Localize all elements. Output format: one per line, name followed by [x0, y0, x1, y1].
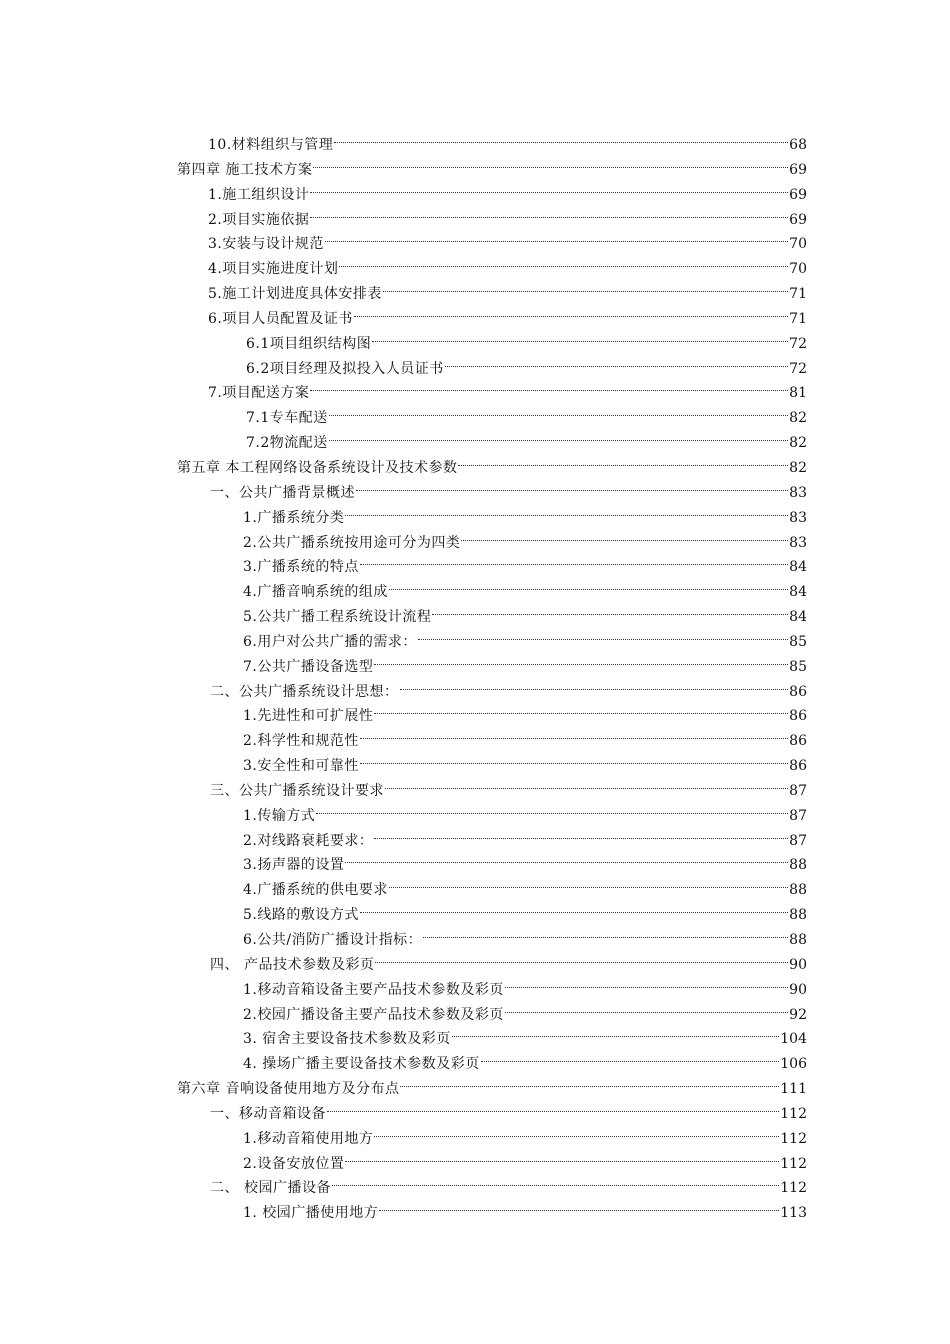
toc-entry-page-number: 112	[780, 1105, 807, 1122]
toc-entry-row	[243, 1193, 807, 1226]
toc-entry[interactable]	[0, 746, 950, 775]
dot-leader	[461, 523, 788, 547]
toc-entry[interactable]	[0, 1069, 950, 1098]
dot-leader	[505, 970, 788, 994]
toc-entry[interactable]	[0, 721, 950, 750]
toc-entry[interactable]	[0, 572, 950, 601]
toc-entry[interactable]	[0, 895, 950, 924]
toc-entry-title: 6.2项目经理及拟投入人员证书	[246, 360, 444, 377]
toc-entry-title: 6.项目人员配置及证书	[208, 310, 353, 327]
toc-entry[interactable]	[0, 523, 950, 551]
toc-entry[interactable]	[0, 870, 950, 899]
dot-leader	[505, 995, 788, 1019]
toc-entry-page-number: 83	[789, 509, 807, 526]
toc-entry[interactable]	[0, 771, 950, 799]
toc-entry[interactable]	[0, 945, 950, 973]
toc-entry-page-number: 113	[780, 1205, 807, 1222]
toc-entry[interactable]	[0, 1193, 950, 1222]
toc-entry[interactable]	[0, 324, 950, 352]
toc-entry-page-number: 69	[789, 186, 807, 203]
toc-entry-page-number: 88	[789, 857, 807, 874]
toc-entry[interactable]	[0, 150, 950, 178]
toc-entry-title: 3.安全性和可靠性	[243, 758, 359, 775]
toc-entry-title: 三、公共广播系统设计要求	[210, 782, 384, 799]
toc-entry-page-number: 71	[789, 286, 807, 303]
toc-entry-page-number: 112	[780, 1155, 807, 1172]
toc-entry-title: 一、公共广播背景概述	[210, 484, 355, 501]
toc-entry-page-number: 82	[789, 410, 807, 427]
dot-leader	[389, 572, 788, 596]
dot-leader	[316, 796, 788, 820]
toc-entry[interactable]	[0, 1044, 950, 1073]
toc-entry-page-number: 68	[789, 137, 807, 153]
toc-entry-page-number: 90	[789, 981, 807, 998]
toc-entry-title: 二、公共广播系统设计思想：	[210, 683, 399, 700]
toc-entry[interactable]	[0, 498, 950, 526]
toc-entry-page-number: 88	[789, 882, 807, 899]
dot-leader	[374, 1119, 779, 1143]
toc-entry-page-number: 84	[789, 559, 807, 576]
toc-entry-page-number: 92	[789, 1006, 807, 1023]
dot-leader	[400, 672, 789, 696]
dot-leader	[360, 746, 788, 770]
toc-entry-page-number: 72	[789, 335, 807, 352]
toc-entry-page-number: 112	[780, 1130, 807, 1147]
toc-entry-page-number: 83	[789, 534, 807, 551]
toc-entry-page-number: 87	[789, 782, 807, 799]
toc-entry-page-number: 85	[789, 658, 807, 675]
toc-entry[interactable]	[0, 1168, 950, 1197]
toc-entry[interactable]	[0, 1094, 950, 1122]
toc-entry-title: 7.1专车配送	[246, 410, 328, 427]
dot-leader	[334, 125, 788, 149]
toc-entry-title: 1.移动音箱设备主要产品技术参数及彩页	[243, 981, 504, 998]
dot-leader	[389, 870, 788, 894]
toc-entry-page-number: 84	[789, 584, 807, 601]
dot-leader	[360, 547, 788, 571]
toc-entry-page-number: 82	[789, 459, 807, 476]
toc-entry-title: 1.先进性和可扩展性	[243, 708, 374, 725]
dot-leader	[374, 696, 788, 720]
toc-entry-title: 7.项目配送方案	[208, 385, 310, 402]
toc-entry-page-number: 87	[789, 807, 807, 824]
toc-entry-title: 第五章 本工程网络设备系统设计及技术参数	[177, 459, 458, 476]
toc-entry-page-number: 86	[789, 733, 807, 750]
toc-entry-title: 6.用户对公共广播的需求：	[243, 633, 417, 650]
toc-entry[interactable]	[0, 423, 950, 452]
dot-leader	[372, 324, 788, 348]
dot-leader	[310, 373, 788, 397]
dot-leader	[310, 175, 788, 199]
dot-leader	[383, 274, 788, 298]
toc-entry-title: 1. 校园广播使用地方	[243, 1205, 379, 1222]
toc-entry[interactable]	[0, 622, 950, 650]
toc-entry[interactable]	[0, 175, 950, 203]
toc-entry-page-number: 72	[789, 360, 807, 377]
toc-entry-title: 7.2物流配送	[246, 435, 328, 452]
toc-entry[interactable]	[0, 224, 950, 253]
toc-entry[interactable]	[0, 995, 950, 1023]
dot-leader	[356, 473, 788, 497]
toc-entry[interactable]	[0, 1144, 950, 1172]
toc-entry-page-number: 85	[789, 633, 807, 650]
toc-entry-title: 1.传输方式	[243, 807, 316, 824]
toc-entry-page-number: 86	[789, 683, 807, 700]
toc-entry-title: 1.广播系统分类	[243, 509, 345, 526]
toc-entry[interactable]	[0, 647, 950, 675]
dot-leader	[310, 200, 788, 224]
dot-leader	[313, 150, 788, 174]
toc-entry-title: 2.校园广播设备主要产品技术参数及彩页	[243, 1006, 504, 1023]
toc-entry-title: 一、移动音箱设备	[210, 1105, 326, 1122]
toc-entry[interactable]	[0, 547, 950, 576]
dot-leader	[345, 498, 788, 522]
toc-entry-title: 5.公共广播工程系统设计流程	[243, 609, 432, 626]
toc-entry-title: 四、 产品技术参数及彩页	[210, 956, 375, 973]
toc-entry-page-number: 86	[789, 758, 807, 775]
toc-entry[interactable]	[0, 845, 950, 874]
toc-entry-page-number: 88	[789, 907, 807, 924]
toc-entry-page-number: 88	[789, 932, 807, 948]
toc-entry-page-number: 90	[789, 956, 807, 973]
dot-leader	[329, 398, 788, 422]
toc-entry[interactable]	[0, 125, 950, 153]
toc-entry-title: 2.项目实施依据	[208, 211, 310, 228]
toc-entry-title: 1.施工组织设计	[208, 186, 310, 203]
dot-leader	[325, 224, 788, 248]
dot-leader	[360, 721, 788, 745]
dot-leader	[385, 771, 788, 795]
dot-leader	[458, 448, 788, 472]
toc-entry-title: 4.项目实施进度计划	[208, 261, 339, 278]
toc-entry-title: 二、 校园广播设备	[210, 1180, 331, 1197]
toc-entry[interactable]	[0, 597, 950, 626]
toc-entry[interactable]	[0, 398, 950, 427]
dot-leader	[329, 423, 788, 447]
toc-entry-title: 10.材料组织与管理	[208, 137, 334, 153]
toc-entry[interactable]	[0, 970, 950, 998]
toc-entry[interactable]	[0, 349, 950, 377]
toc-entry-title: 第四章 施工技术方案	[177, 161, 313, 178]
dot-leader	[354, 299, 788, 323]
dot-leader	[400, 1069, 779, 1093]
toc-entry[interactable]	[0, 473, 950, 501]
toc-entry[interactable]	[0, 672, 950, 700]
toc-entry[interactable]	[0, 249, 950, 278]
toc-entry-page-number: 83	[789, 484, 807, 501]
toc-entry-page-number: 87	[789, 832, 807, 849]
dot-leader	[418, 622, 788, 646]
toc-entry[interactable]	[0, 1019, 950, 1048]
toc-entry[interactable]	[0, 821, 950, 849]
toc-entry[interactable]	[0, 696, 950, 725]
toc-entry-page-number: 70	[789, 261, 807, 278]
dot-leader	[345, 1144, 779, 1168]
toc-entry-title: 4.广播音响系统的组成	[243, 584, 388, 601]
dot-leader	[432, 597, 788, 621]
toc-entry-title: 6.公共/消防广播设计指标：	[243, 932, 423, 948]
toc-entry-title: 3.安装与设计规范	[208, 236, 324, 253]
toc-entry[interactable]	[0, 796, 950, 824]
dot-leader	[345, 845, 788, 869]
toc-entry-page-number: 111	[780, 1081, 807, 1098]
toc-entry[interactable]	[0, 274, 950, 303]
table-of-contents	[0, 125, 950, 1222]
toc-entry-title: 3.广播系统的特点	[243, 559, 359, 576]
toc-entry-title: 2.公共广播系统按用途可分为四类	[243, 534, 461, 551]
toc-entry-page-number: 81	[789, 385, 807, 402]
toc-entry-page-number: 69	[789, 161, 807, 178]
dot-leader	[481, 1044, 779, 1068]
toc-entry-page-number: 69	[789, 211, 807, 228]
toc-entry-title: 6.1项目组织结构图	[246, 335, 372, 352]
dot-leader	[423, 920, 788, 944]
toc-entry-title: 3. 宿舍主要设备技术参数及彩页	[243, 1031, 451, 1048]
dot-leader	[332, 1168, 779, 1192]
toc-entry[interactable]	[0, 200, 950, 228]
toc-entry[interactable]	[0, 299, 950, 327]
toc-entry[interactable]	[0, 920, 950, 948]
toc-entry-title: 1.移动音箱使用地方	[243, 1130, 374, 1147]
dot-leader	[374, 647, 788, 671]
toc-entry[interactable]	[0, 1119, 950, 1147]
toc-entry-page-number: 104	[780, 1031, 807, 1048]
toc-entry-page-number: 82	[789, 435, 807, 452]
dot-leader	[339, 249, 788, 273]
toc-entry[interactable]	[0, 448, 950, 476]
toc-entry-title: 4.广播系统的供电要求	[243, 882, 388, 899]
dot-leader	[360, 895, 788, 919]
toc-entry-title: 5.施工计划进度具体安排表	[208, 286, 382, 303]
toc-entry-page-number: 112	[780, 1180, 807, 1197]
dot-leader	[375, 945, 788, 969]
toc-entry-title: 2.设备安放位置	[243, 1155, 345, 1172]
toc-entry-title: 4. 操场广播主要设备技术参数及彩页	[243, 1056, 480, 1073]
dot-leader	[445, 349, 788, 373]
toc-entry-title: 5.线路的敷设方式	[243, 907, 359, 924]
toc-entry-title: 2.科学性和规范性	[243, 733, 359, 750]
dot-leader	[379, 1193, 779, 1217]
toc-entry-page-number: 71	[789, 310, 807, 327]
toc-entry-page-number: 84	[789, 609, 807, 626]
toc-entry-title: 2.对线路衰耗要求：	[243, 832, 374, 849]
toc-entry-title: 7.公共广播设备选型	[243, 658, 374, 675]
toc-entry-page-number: 106	[780, 1056, 807, 1073]
toc-entry-page-number: 86	[789, 708, 807, 725]
toc-entry-title: 3.扬声器的设置	[243, 857, 345, 874]
dot-leader	[374, 821, 788, 845]
dot-leader	[452, 1019, 779, 1043]
toc-entry[interactable]	[0, 373, 950, 402]
dot-leader	[327, 1094, 779, 1118]
toc-entry-page-number: 70	[789, 236, 807, 253]
toc-entry-title: 第六章 音响设备使用地方及分布点	[177, 1081, 400, 1098]
